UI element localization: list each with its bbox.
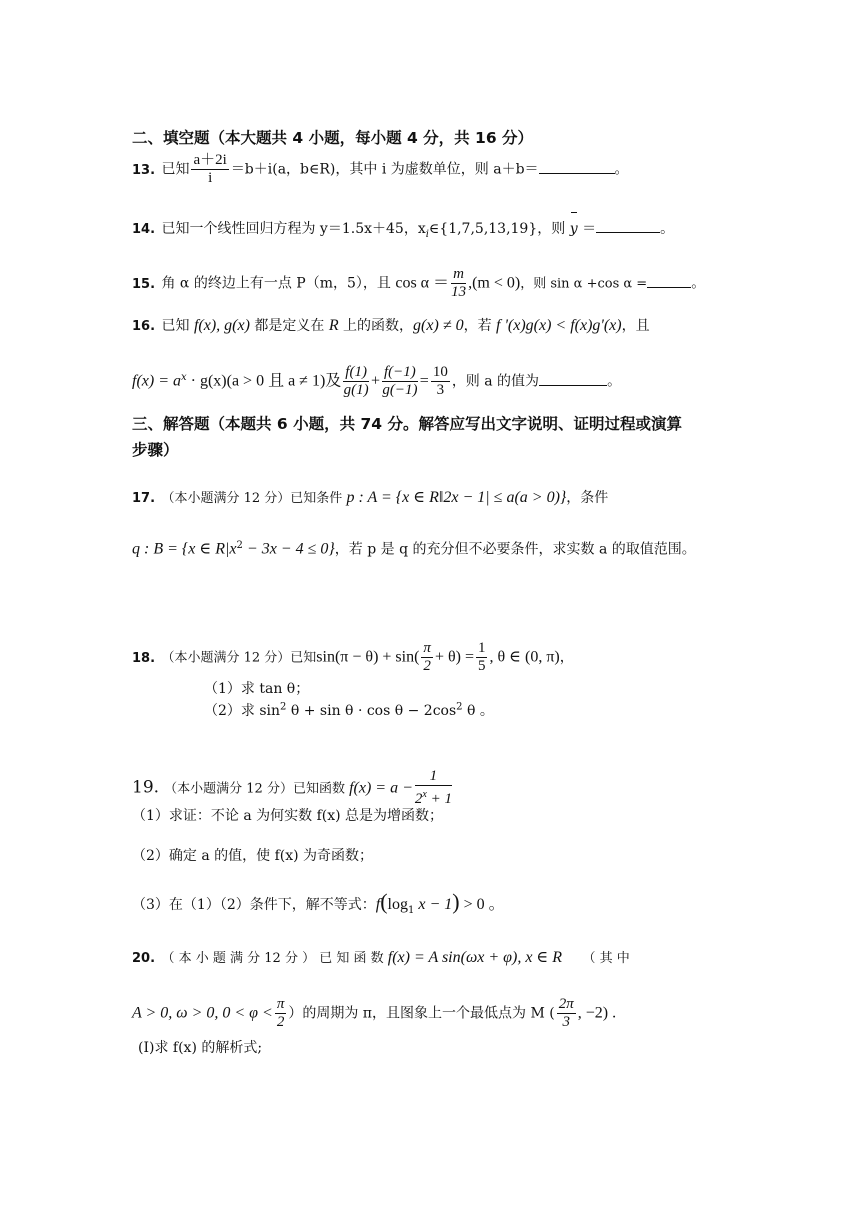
question-16-line-1 — [132, 316, 650, 337]
q19-denominator-base: 2 — [414, 791, 423, 807]
q13-answer-blank[interactable] — [539, 159, 615, 174]
q18-expr-b: + θ) = — [434, 648, 474, 666]
q19-denominator-tail: + 1 — [426, 791, 452, 807]
q16-fg: f(x), g(x) — [193, 317, 250, 334]
q14-text-b: ∈{1,7,5,13,19}，则 — [428, 221, 570, 237]
q16-fraction-1 — [343, 364, 369, 399]
q16-line2-c: ，则 a 的值为 — [451, 373, 540, 390]
question-14 — [132, 218, 674, 245]
question-17-number: 17. — [132, 491, 156, 506]
q20-f-expr: f(x) = A sin(ωx + φ), x ∈ R — [387, 949, 563, 966]
q18-sub2-c: θ 。 — [462, 703, 494, 719]
section-2-heading: 二、填空题（本大题共 4 小题，每小题 4 分，共 16 分） — [132, 129, 534, 147]
q16-line1-d: ，若 — [463, 318, 497, 334]
section-3-heading-line-1: 三、解答题（本题共 6 小题，共 74 分。解答应写出文字说明、证明过程或演算 — [132, 415, 682, 433]
q18-sub2-b: θ + sin θ · cos θ − 2cos — [286, 703, 457, 719]
q15-answer-blank[interactable] — [647, 273, 691, 288]
q16-plus: + — [370, 372, 380, 390]
q16-fraction-2 — [382, 364, 418, 399]
q19-sub3-c: > 0 。 — [459, 896, 505, 913]
q18-one: 1 — [477, 640, 486, 656]
q20-pi-numerator: π — [276, 996, 285, 1012]
q19-sub3-f: f — [375, 896, 381, 913]
q20-line1-b: （ 其 中 — [582, 951, 630, 966]
q19-sub-2: （2）确定 a 的值，使 f(x) 为奇函数； — [132, 848, 374, 864]
q19-denominator-sup: x — [422, 789, 427, 800]
q19-fraction — [415, 768, 452, 808]
q17-sup-2: 2 — [236, 540, 243, 551]
q16-line1-c: 上的函数， — [338, 318, 414, 334]
q18-sup-2b: 2 — [456, 701, 463, 713]
q20-pi-fraction — [275, 996, 287, 1031]
q13-text-a: 已知 — [161, 161, 190, 178]
q19-sub-3 — [132, 889, 505, 921]
q16-end: 。 — [607, 373, 622, 390]
q18-sub-1: （1）求 tan θ； — [204, 681, 310, 697]
q16-line2-b: · g(x)(a > 0 且 a ≠ 1)及 — [186, 372, 342, 390]
q18-one-fifth — [476, 640, 488, 675]
q13-frac-numerator: a＋2i — [193, 152, 227, 168]
q18-pi-fraction — [421, 640, 433, 675]
q15-condition: ,(m < 0) — [468, 274, 521, 292]
q14-text-a: 已知一个线性回归方程为 y＝1.5x＋45，x — [161, 221, 426, 237]
q20-m-numerator: 2π — [558, 996, 574, 1012]
q18-expr-a: sin(π − θ) + sin( — [316, 648, 420, 666]
q16-fraction-3 — [431, 364, 450, 399]
q14-text-c: ＝ — [577, 221, 597, 237]
q17-set-a: p : A = {x ∈ R‖2x − 1| ≤ a(a > 0)} — [346, 489, 567, 506]
q16-r-denominator: 3 — [436, 382, 445, 398]
q17-line1-b: ，条件 — [566, 490, 609, 506]
q16-answer-blank[interactable] — [539, 371, 607, 386]
q19-sub3-b: x − 1 — [414, 896, 453, 913]
q13-fraction — [191, 152, 228, 187]
q15-end: 。 — [691, 275, 706, 292]
q18-sub-2 — [204, 700, 494, 720]
q14-answer-blank[interactable] — [596, 218, 660, 233]
q18-sup-2a: 2 — [280, 701, 287, 713]
question-14-number: 14. — [132, 222, 156, 237]
q16-R: R — [328, 317, 339, 334]
q13-frac-denominator: i — [208, 170, 213, 186]
q17-set-b-b: − 3x − 4 ≤ 0} — [242, 540, 335, 558]
q20-m-fraction — [557, 996, 576, 1031]
question-13 — [132, 152, 629, 187]
question-20-line-1 — [132, 948, 630, 969]
q18-pi-denominator: 2 — [423, 658, 431, 674]
q19-sub-1: （1）求证：不论 a 为何实数 f(x) 总是为增函数； — [132, 808, 444, 824]
q20-line2-a: A > 0, ω > 0, 0 < φ < — [132, 1004, 273, 1022]
q16-fm1-denominator: g(−1) — [382, 382, 418, 398]
q20-pi-denominator: 2 — [276, 1014, 285, 1030]
q18-sub2-a: （2）求 sin — [204, 703, 281, 719]
q19-f-a: f(x) = a − — [349, 779, 413, 797]
q19-sub3-a: （3）在（1）（2）条件下，解不等式： — [132, 897, 376, 913]
q16-g-neq: g(x) ≠ 0 — [413, 317, 464, 334]
q14-end: 。 — [660, 221, 675, 237]
question-19-line-1 — [132, 768, 454, 808]
q20-line2-b: ）的周期为 π，且图象上一个最低点为 M ( — [288, 1005, 555, 1022]
question-20-number: 20. — [132, 951, 156, 966]
q20-m-denominator: 3 — [562, 1014, 570, 1030]
question-16-number: 16. — [132, 319, 156, 334]
q20-line1-a: （ 本 小 题 满 分 12 分 ） 已 知 函 数 — [161, 951, 388, 966]
question-15 — [132, 266, 705, 301]
q16-fm1-numerator: f(−1) — [384, 364, 416, 380]
question-17-line-2 — [132, 536, 696, 560]
q17-set-b-a: q : B = {x ∈ R|x — [132, 540, 237, 558]
q16-inequality: f '(x)g(x) < f(x)g'(x) — [496, 317, 622, 334]
q16-r-numerator: 10 — [432, 364, 448, 380]
q16-f1-numerator: f(1) — [345, 364, 367, 380]
q16-f1-denominator: g(1) — [343, 382, 369, 398]
q16-eq: = — [419, 372, 429, 390]
q19-frac-denominator — [415, 786, 452, 808]
q15-text-b: ，则 sin α +cos α = — [520, 276, 648, 292]
q18-five: 5 — [477, 658, 486, 674]
question-13-number: 13. — [132, 162, 156, 178]
q18-line1-b: ， — [559, 649, 574, 666]
q18-expr-c: , θ ∈ (0, π) — [489, 648, 560, 666]
question-19-number: 19. — [132, 777, 160, 798]
q19-line1-a: （本小题满分 12 分）已知函数 — [164, 781, 350, 797]
question-16-line-2 — [132, 364, 621, 399]
question-18-line-1 — [132, 640, 574, 675]
q13-end: 。 — [614, 161, 629, 178]
q19-sub3-logsub: 1 — [407, 904, 415, 916]
q16-line1-a: 已知 — [161, 318, 194, 334]
q17-line1-a: （本小题满分 12 分）已知条件 — [161, 491, 347, 506]
q20-line2-c: , −2) . — [577, 1004, 617, 1022]
q16-line2-a: f(x) = a — [132, 372, 181, 390]
q18-pi-numerator: π — [423, 640, 431, 656]
q15-frac-denominator: 13 — [451, 284, 467, 300]
q13-text-b: ＝b＋i(a，b∈R)，其中 i 为虚数单位，则 a＋b＝ — [230, 161, 539, 178]
q16-sup-x: x — [181, 371, 187, 383]
q18-line1-a: （本小题满分 12 分）已知 — [161, 650, 317, 666]
question-15-number: 15. — [132, 276, 156, 292]
q16-line1-b: 都是定义在 — [249, 318, 329, 334]
q19-right-brace: ) — [452, 889, 460, 914]
q19-sub3-log: log — [387, 896, 408, 913]
q15-frac-numerator: m — [451, 266, 466, 284]
question-18-number: 18. — [132, 650, 156, 666]
q19-left-brace: ( — [380, 889, 388, 914]
question-20-line-2 — [132, 996, 616, 1031]
q17-line2-b: ，若 p 是 q 的充分但不必要条件，求实数 a 的取值范围。 — [334, 541, 696, 558]
q15-text-a: 角 α 的终边上有一点 P（m，5），且 — [161, 275, 396, 292]
section-3-heading-line-2: 步骤） — [132, 441, 179, 459]
q14-subscript: i — [425, 228, 429, 240]
q14-y-bar: y — [569, 221, 578, 237]
q15-cos-label: cos α ＝ — [395, 274, 450, 292]
q20-sub-1: (Ⅰ)求 f(x) 的解析式; — [138, 1040, 263, 1056]
q15-fraction — [451, 266, 466, 301]
q16-line1-e: ，且 — [621, 318, 650, 334]
q19-frac-numerator: 1 — [415, 768, 452, 786]
question-17-line-1 — [132, 488, 608, 509]
